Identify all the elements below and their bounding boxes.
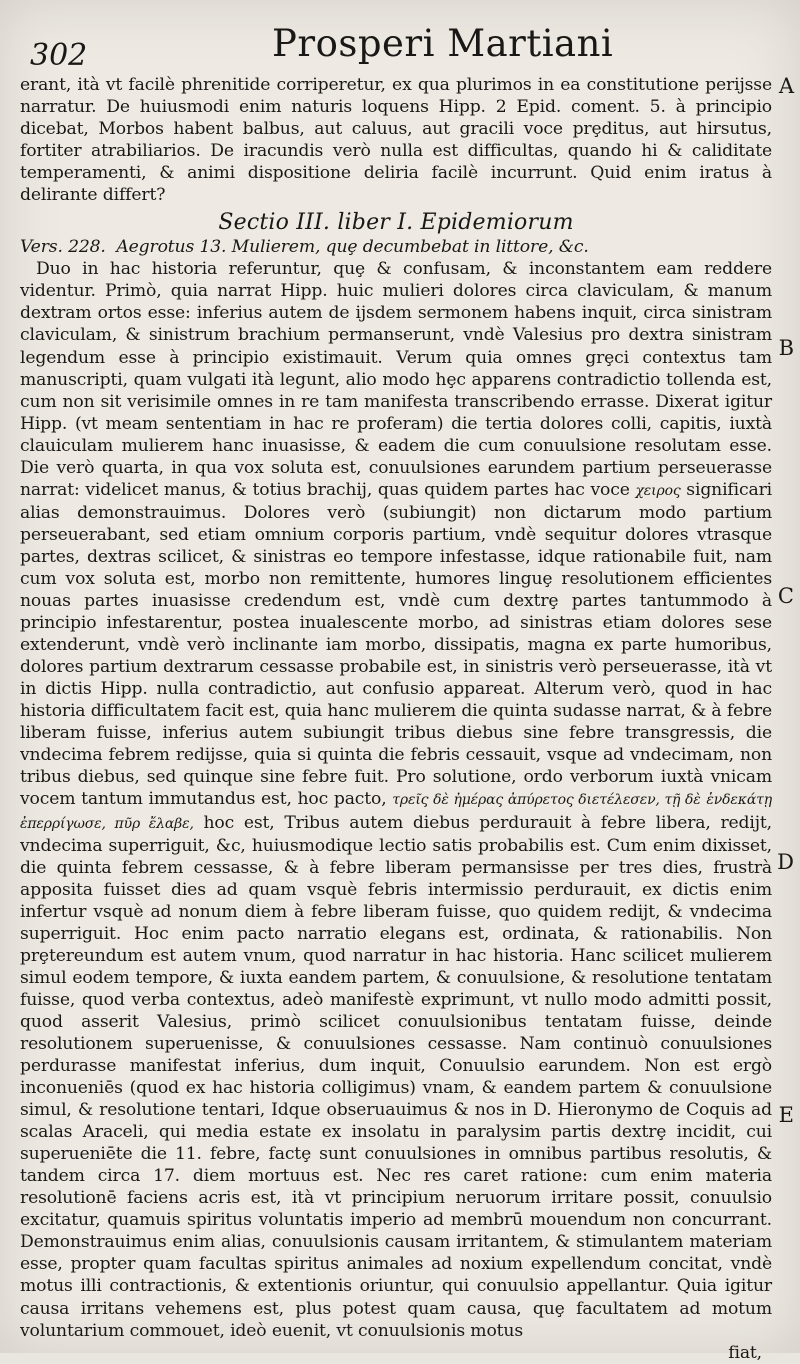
commentary-part-3: hoc est, Tribus autem diebus perdurauit à febre libera, redijt, vndecima superriguit, &c, huiusmodique lectio satis probabilis est. Cum enim dixisset, die quinta febrem cessasse, & à febre liberam permansisse per tres dies, frustrà apposita fuisset dies ad quam vsquè febris intermissio perdurauit, ex dictis enim infertur vsquè ad nonum diem à febre liberam fuisse, quo quidem redijt, & vndecima superriguit. Hoc enim pacto narratio elegans est, ordinata, & rationabilis. Non prȩtereundum est autem vnum, quod narratur in hac historia. Hanc scilicet mulierem simul eodem tempore, & iuxta eandem partem, & conuulsione, & resolutione tentatam fuisse, quod verba contextus, adeò manifestè exprimunt, vt nullo modo admitti possit, quod asserit Valesius, primò scilicet conuulsionibus tentatam fuisse, deinde resolutionem superuenisse, & conuulsiones cessasse. Nam continuò conuulsiones perdurasse manifestat inferius, dum inquit, Conuulsio earundem. Non est ergò inconueniēs (quod ex hac historia colligimus) vnam, & eandem partem & conuulsione simul, & resolutione tentari, Idque obseruauimus & nos in D. Hieronymo de Coquis ad scalas Araceli, qui media estate ex insolatu in paralysim partis dextrȩ incidit, cui superueniēte die 11. febre, factȩ sunt conuulsiones in omnibus partibus resolutis, & tandem circa 17. diem mortuus est. Nec res caret ratione: cum enim materia resolutionē faciens acris est, ità vt principium neruorum irritare possit, conuulsio excitatur, quamuis spiritus voluntatis imperio ad membrū mouendum non concurrant. Demonstrauimus enim alias, conuulsionis causam irritantem, & stimulantem materiam esse, propter quam facultas spiritus animales ad noxium expellendum concitat, vndè motus illi contractionis, & extentionis oriuntur, qui conuulsio appellantur. Quia igitur causa irritans vehemens est, plus potest quam causa, quȩ facultatem ad motum voluntarium commouet, ideò euenit, vt conuulsionis motus (20, 812, 772, 1341)
commentary-part-1: Duo in hac historia referuntur, quȩ & confusam, & inconstantem eam reddere videntur. Primò, quia narrat Hipp. huic mulieri dolores circa claviculam, & manum dextram ortos esse: inferius autem de ijsdem sermonem habens inquit, circa sinistram claviculam, & sinistrum brachium permanserunt, vndè Valesius pro dextra sinistram legendum esse à principio existimauit. Verum quia omnes grȩci contextus tam manuscripti, quam vulgati ità legunt, alio modo hȩc apparens contradictio tollenda est, cum non sit verisimile omnes in re tam manifesta transcribendo errasse. Dixerat igitur Hipp. (vt meam sententiam in hac re proferam) die tertia dolores colli, capitis, iuxtà clauiculam mulierem hanc inuasisse, & eadem die cum conuulsione resolutam esse. Die verò quarta, in qua vox soluta est, conuulsiones earundem partium perseuerasse narrat: videlicet manus, & totius brachij, quas quidem partes hac voce (20, 259, 772, 500)
verse-label: Vers. 228. (20, 237, 106, 258)
margin-letter-a: A (778, 74, 794, 98)
page-header (0, 20, 800, 73)
commentary-part-2: significari alias demonstrauimus. Dolores verò (subiungit) non dictarum modo partium perseuerabant, sed etiam omnium corporis partium, vndè sequitur dolores vtrasque partes, dextras scilicet, & sinistras eo tempore infestasse, idque rationabile fuit, nam cum vox soluta est, morbo non remittente, humores linguȩ resolutionem efficientes nouas partes inuasisse credendum est, vndè cum dextrȩ partes tantummodo à principio infestarentur, postea inualescente morbo, ad sinistras etiam dolores sese extenderunt, vndè verò inclinante iam morbo, dissipatis, magna ex parte humoribus, dolores partium dextrarum cessasse probabile est, in sinistris verò perseuerasse, ità vt in dictis Hipp. nulla contradictio, aut confusio appareat. Alterum verò, quod in hac historia difficultatem facit est, quia hanc mulierem die quinta sudasse narrat, & à febre liberam fuisse, inferius autem subiungit tribus diebus sine febre transgressis, die vndecima febrem redijsse, quia si quinta die febris cessauit, vsque ad vndecimam, non tribus diebus, sed quinque sine febre fuit. Pro solutione, ordo verborum iuxtà vnicam vocem tantum immutandus est, hoc pacto, (20, 479, 773, 810)
verse-reference (20, 236, 772, 258)
margin-letter-e: E (778, 1103, 794, 1127)
catchword: fiat, (728, 1342, 762, 1363)
greek-phrase-2: ἑνδεκάτῃ ἐπερρίγωσε, πῦρ ἔλαβε, (20, 792, 772, 832)
margin-letter-d: D (777, 850, 794, 874)
page-number: 302 (30, 38, 88, 73)
running-title: Prosperi Martiani (272, 22, 614, 65)
margin-letter-b: B (778, 336, 794, 360)
body-text (20, 74, 773, 1363)
opening-paragraph: erant, ità vt facilè phrenitide corriperetur, ex qua plurimos in ea constitutione perijsse narratur. De huiusmodi enim naturis loquens Hipp. 2 Epid. coment. 5. à principio dicebat, Morbos habent balbus, aut caluus, aut gracili voce prȩditus, aut hirsutus, fortiter atrabiliarios. De iracundis verò nulla est difficultas, quando hi & caliditate temperamenti, & animi dispositione deliria facilè incurrunt. Quid enim iratus à delirante differt? (20, 75, 772, 206)
section-heading: Sectio III. liber I. Epidemiorum (218, 210, 574, 236)
commentary-paragraph (20, 258, 772, 1341)
verse-quote: Aegrotus 13. Mulierem, quȩ decumbebat in littore, &c. (116, 237, 589, 258)
greek-word: χειρος (635, 482, 681, 499)
greek-phrase-1: τρεῖς δὲ ἠμέρας ἀπύρετος διετέλεσεν, τῇ δὲ (392, 792, 701, 809)
margin-letter-c: C (777, 584, 794, 608)
